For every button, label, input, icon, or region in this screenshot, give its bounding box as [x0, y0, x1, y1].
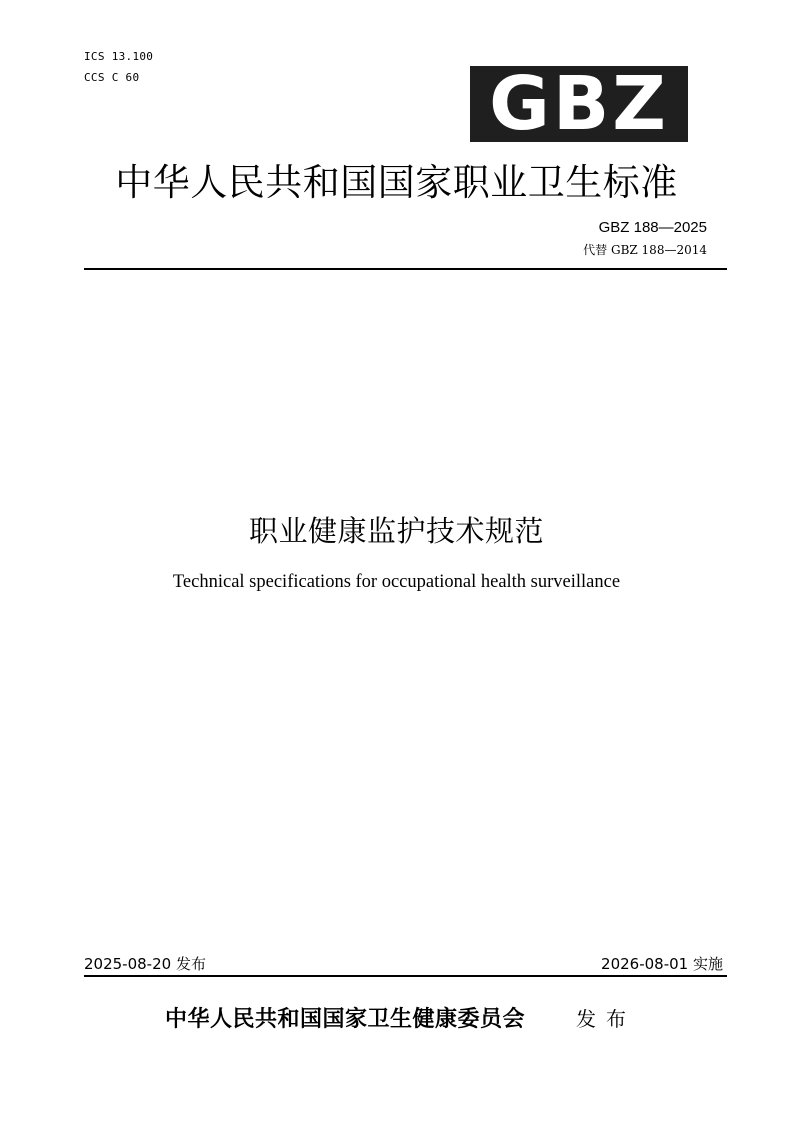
ics-code: ICS 13.100	[84, 50, 154, 63]
ccs-code: CCS C 60	[84, 71, 140, 84]
standard-class-heading: 中华人民共和国国家职业卫生标准	[115, 161, 678, 204]
document-title-chinese: 职业健康监护技术规范	[248, 514, 544, 548]
replaces-standard: 代替 GBZ 188—2014	[583, 243, 707, 257]
header-divider	[84, 268, 727, 270]
gbz-logo-text: GBZ	[489, 66, 669, 142]
issuing-authority: 中华人民共和国国家卫生健康委员会	[165, 1006, 526, 1032]
issue-date: 2025-08-20 发布	[84, 955, 206, 973]
effective-date: 2026-08-01 实施	[601, 955, 723, 973]
standard-code: GBZ 188—2025	[598, 219, 707, 236]
document-title-english: Technical specifications for occupational health surveillance	[172, 572, 621, 592]
issue-label: 发布	[576, 1007, 636, 1031]
gbz-logo	[470, 66, 688, 142]
footer-divider	[84, 975, 727, 977]
